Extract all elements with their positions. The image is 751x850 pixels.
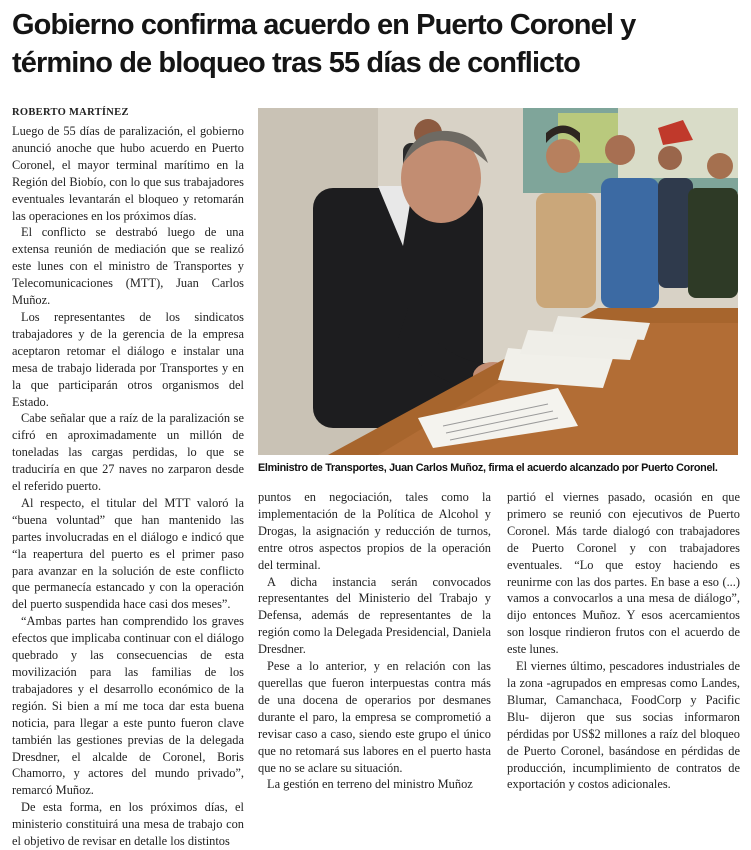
byline: ROBERTO MARTÍNEZ bbox=[12, 107, 129, 118]
paragraph: El conflicto se destrabó luego de una extensa reunión de mediación que se realizó este lunes con el ministro de Transportes y Telecomunicaciones (MTT), Juan Carlos Muñoz. bbox=[12, 225, 244, 308]
paragraph: Pese a lo anterior, y en relación con las querellas que fueron interpuestas contra más de una docena de operarios por desmanes durante el paro, la empresa se comprometió a revisar caso a caso, siendo este grupo el único que no retomará sus labores en el puerto hasta que no se aclare su situación. bbox=[258, 659, 491, 775]
paragraph: Los representantes de los sindicatos trabajadores y de la gerencia de la empresa aceptaron retomar el diálogo e instalar una mesa de trabajo liderada por Transportes y en la que participarán otros organismos del Estado. bbox=[12, 309, 244, 409]
photo-caption: Elministro de Transportes, Juan Carlos Muñoz, firma el acuerdo alcanzado por Puerto Coronel. bbox=[258, 462, 718, 474]
article-column-1 bbox=[12, 106, 244, 850]
paragraph: El viernes último, pescadores industriales de la zona -agrupados en empresas como Landes, Blumar, Camanchaca, FoodCorp y Pacific Blu- dijeron que sus socias informaron pérdidas por US$2 millones a raíz del bloqueo de Puerto Coronel, basándose en pérdidas de producción, incumplimiento de contratos de exportación y costos adicionales. bbox=[507, 659, 740, 792]
paragraph: partió el viernes pasado, ocasión en que primero se reunió con ejecutivos de Puerto Coronel. Más tarde dialogó con trabajadores de Puerto Coronel y con trabajadores eventuales. “Lo que estoy haciendo es reunirme con las dos partes. En base a eso (...) vamos a convocarlos a una mesa de diálogo”, dijo entonces Muñoz. Y esos acercamientos son losque rindieron frutos con el acuerdo de este lunes. bbox=[507, 490, 740, 657]
article-column-2 bbox=[258, 489, 491, 793]
paragraph: A dicha instancia serán convocados representantes del Ministerio del Trabajo y Defensa, además de representantes de la región como la Delegada Presidencial, Daniela Dresdner. bbox=[258, 574, 491, 657]
paragraph: puntos en negociación, tales como la implementación de la Política de Alcohol y Drogas, la asignación y reducción de turnos, entre otros aspectos propios de la operación del terminal. bbox=[258, 490, 491, 572]
paragraph: De esta forma, en los próximos días, el ministerio constituirá una mesa de trabajo con el objetivo de revisar en detalle los distintos bbox=[12, 800, 244, 849]
paragraph: Luego de 55 días de paralización, el gobierno anunció anoche que hubo acuerdo en Puerto Coronel, el mayor terminal marítimo en la Región del Biobío, con lo que sus trabajadores eventuales levantarán el bloqueo y retomarán las operaciones en los próximos días. bbox=[12, 124, 244, 223]
headline: Gobierno confirma acuerdo en Puerto Coronel y término de bloqueo tras 55 días de conflicto bbox=[12, 9, 636, 79]
paragraph: Al respecto, el titular del MTT valoró la “buena voluntad” que han mantenido las partes involucradas en el diálogo e indicó que “la reapertura del puerto es el primer paso para avanzar en la solución de este conflicto que permanecía estancado y con la operación del puerto suspendida hace casi dos meses”. bbox=[12, 495, 244, 612]
article-column-3 bbox=[507, 489, 740, 793]
paragraph: La gestión en terreno del ministro Muñoz bbox=[267, 777, 473, 792]
article-photo bbox=[258, 108, 738, 455]
photo-signing-ceremony-icon bbox=[258, 108, 738, 455]
paragraph: “Ambas partes han comprendido los graves efectos que implicaba continuar con el diálogo quebrado y las consecuencias de esta movilización para las familias de los trabajadores y el desarrollo económico de la región. Si bien a mí me toca dar esta buena noticia, para llegar a este punto fueron clave también las gestiones previas de la delegada Dresdner, el alcalde de Coronel, Boris Chamorro, y actores del mundo privado”, remarcó Muñoz. bbox=[12, 614, 244, 798]
paragraph: Cabe señalar que a raíz de la paralización se cifró en aproximadamente un millón de toneladas las cargas perdidas, lo que se traduciría en que 27 naves no zarparon desde el referido puerto. bbox=[12, 411, 244, 494]
